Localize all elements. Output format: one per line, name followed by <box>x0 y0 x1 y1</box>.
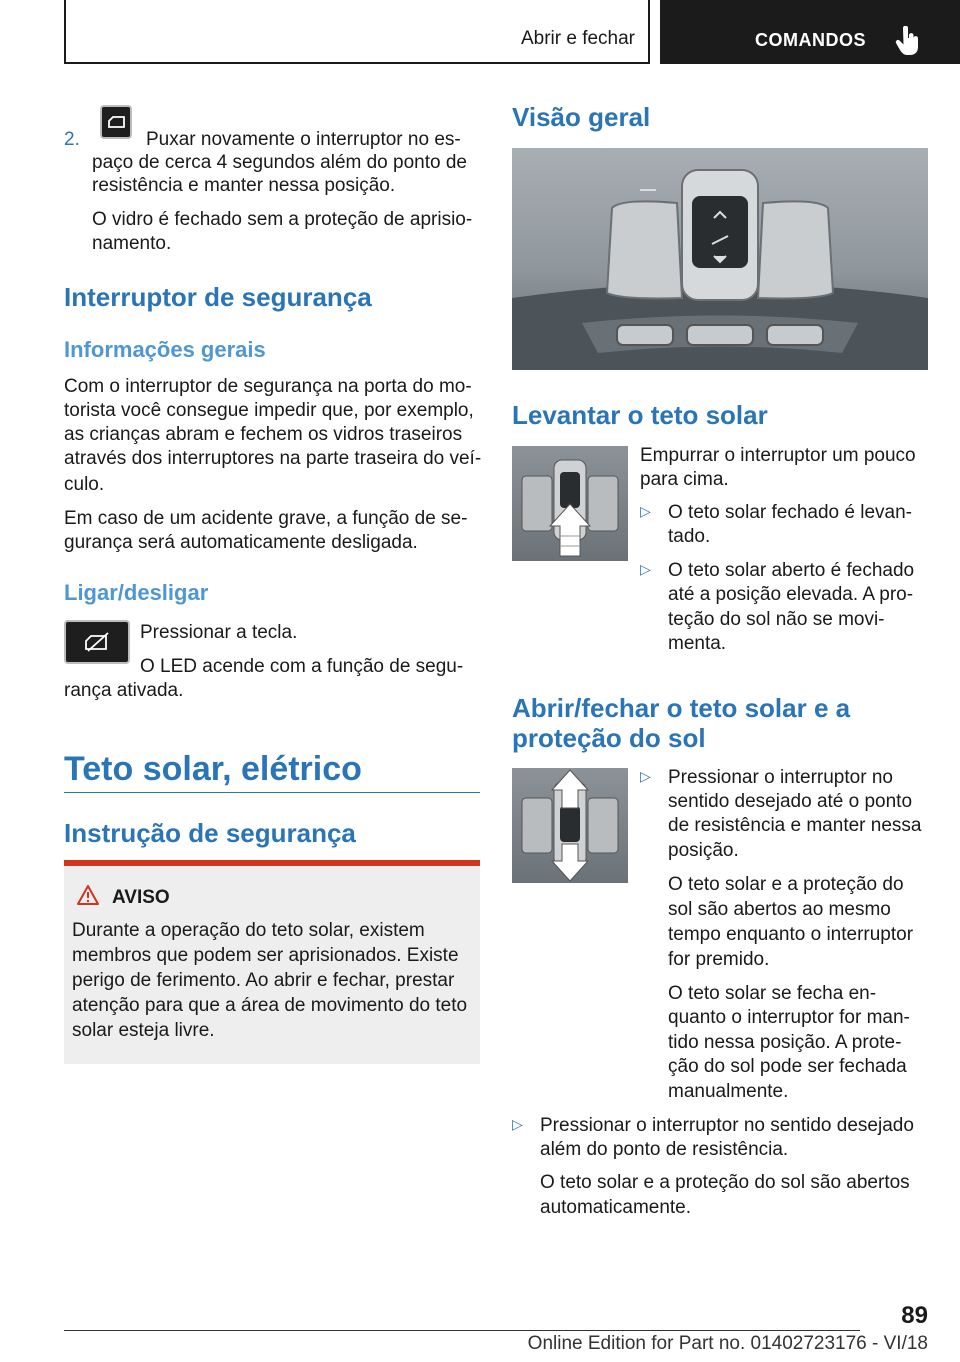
step2-line3: resistência e manter nessa posição. <box>92 175 396 196</box>
open-close-heading-line2: proteção do sol <box>512 723 706 753</box>
header-section-title: Abrir e fechar <box>520 28 635 49</box>
open-bullet1-para3-line: manualmente. <box>668 1081 789 1102</box>
hand-pointer-icon <box>895 26 921 56</box>
raise-intro-line1: Empurrar o interruptor um pouco <box>640 445 916 466</box>
raise-bullet2-line2: até a posição elevada. A pro- <box>668 584 914 605</box>
general-info-line: Com o interruptor de segurança na porta do mo- <box>64 376 472 397</box>
warning-bar <box>64 860 480 866</box>
sunroof-console-photo <box>512 148 928 370</box>
raise-bullet2-line3: teção do sol não se movi- <box>668 609 885 630</box>
bullet-triangle-icon: ▷ <box>640 768 651 784</box>
open-bullet1-para3-line: quanto o interruptor for man- <box>668 1007 910 1028</box>
raise-bullet1-line2: tado. <box>668 526 711 547</box>
step2-line2: paço de cerca 4 segundos além do ponto de <box>92 152 467 173</box>
page-number: 89 <box>901 1302 928 1329</box>
general-info-heading: Informações gerais <box>64 337 266 362</box>
general-info-line: Em caso de um acidente grave, a função de se- <box>64 508 468 529</box>
overview-heading: Visão geral <box>512 102 651 132</box>
open-bullet1-para2-line: for premido. <box>668 949 770 970</box>
general-info-line: através dos interruptores na parte traseira do veí- <box>64 448 482 469</box>
warning-line: Durante a operação do teto solar, existem <box>72 920 425 941</box>
open-bullet2-line1: Pressionar o interruptor no sentido desejado <box>540 1115 914 1136</box>
raise-bullet2-line4: menta. <box>668 633 727 654</box>
open-bullet2-para2-line1: O teto solar e a proteção do sol são abertos <box>540 1172 910 1193</box>
window-switch-icon <box>100 105 132 139</box>
warning-line: solar esteja livre. <box>72 1020 215 1041</box>
safety-switch-key-icon <box>64 620 130 664</box>
open-close-heading-line1: Abrir/fechar o teto solar e a <box>512 693 851 723</box>
step2-line1: Puxar novamente o interruptor no es- <box>146 129 461 150</box>
open-bullet1-para2-line: sol são abertos ao mesmo <box>668 899 891 920</box>
open-bullet1-line: posição. <box>668 840 739 861</box>
open-bullet1-para3-line: O teto solar se fecha en- <box>668 983 877 1004</box>
chapter-heading: Teto solar, elétrico <box>64 750 362 788</box>
onoff-line2: O LED acende com a função de segu- <box>140 656 464 677</box>
raise-intro-line2: para cima. <box>640 469 729 490</box>
open-bullet1-para3-line: tido nessa posição. A prote- <box>668 1032 902 1053</box>
warning-line: atenção para que a área de movimento do teto <box>72 995 468 1016</box>
open-bullet1-para2-line: tempo enquanto o interruptor <box>668 924 914 945</box>
chapter-rule <box>64 792 480 793</box>
open-bullet1-line: sentido desejado até o ponto <box>668 791 913 812</box>
header-left-rule <box>64 0 66 64</box>
onoff-heading: Ligar/desligar <box>64 580 209 605</box>
general-info-line: as crianças abram e fechem os vidros traseiros <box>64 424 463 445</box>
open-bullet1-para3-line: ção do sol pode ser fechada <box>668 1056 907 1077</box>
general-info-line: gurança será automaticamente desligada. <box>64 532 418 553</box>
raise-bullet1-line1: O teto solar fechado é levan- <box>668 502 912 523</box>
step2-line4: O vidro é fechado sem a proteção de aprisio- <box>92 209 473 230</box>
open-bullet2-para2-line2: automaticamente. <box>540 1197 692 1218</box>
raise-heading: Levantar o teto solar <box>512 400 768 430</box>
bullet-triangle-icon: ▷ <box>640 503 651 519</box>
bullet-triangle-icon: ▷ <box>640 561 651 577</box>
open-bullet2-line2: além do ponto de resistência. <box>540 1139 789 1160</box>
onoff-line3: rança ativada. <box>64 680 184 701</box>
raise-bullet2-line1: O teto solar aberto é fechado <box>668 560 915 581</box>
step2-line5: namento. <box>92 233 172 254</box>
header-chapter-title: COMANDOS <box>755 30 866 50</box>
header-bottom-rule <box>64 62 650 64</box>
warning-triangle-icon <box>76 884 100 906</box>
safety-switch-heading: Interruptor de segurança <box>64 282 372 312</box>
open-bullet1-line: Pressionar o interruptor no <box>668 767 893 788</box>
footer-edition: Online Edition for Part no. 01402723176 - VI/18 <box>527 1333 928 1354</box>
warning-label: AVISO <box>112 887 170 908</box>
open-bullet1-para2-line: O teto solar e a proteção do <box>668 874 904 895</box>
warning-line: perigo de ferimento. Ao abrir e fechar, prestar <box>72 970 455 991</box>
warning-line: membros que podem ser aprisionados. Existe <box>72 945 459 966</box>
step-number: 2. <box>64 129 80 150</box>
open-bullet1-line: de resistência e manter nessa <box>668 815 922 836</box>
raise-switch-photo <box>512 446 628 561</box>
onoff-line1: Pressionar a tecla. <box>140 622 298 643</box>
header-separator <box>648 0 650 64</box>
general-info-line: torista você consegue impedir que, por exemplo, <box>64 400 474 421</box>
footer-rule <box>64 1330 860 1331</box>
bullet-triangle-icon: ▷ <box>512 1116 523 1132</box>
open-close-switch-photo <box>512 768 628 883</box>
general-info-line: culo. <box>64 474 105 495</box>
safety-instruction-heading: Instrução de segurança <box>64 818 356 848</box>
